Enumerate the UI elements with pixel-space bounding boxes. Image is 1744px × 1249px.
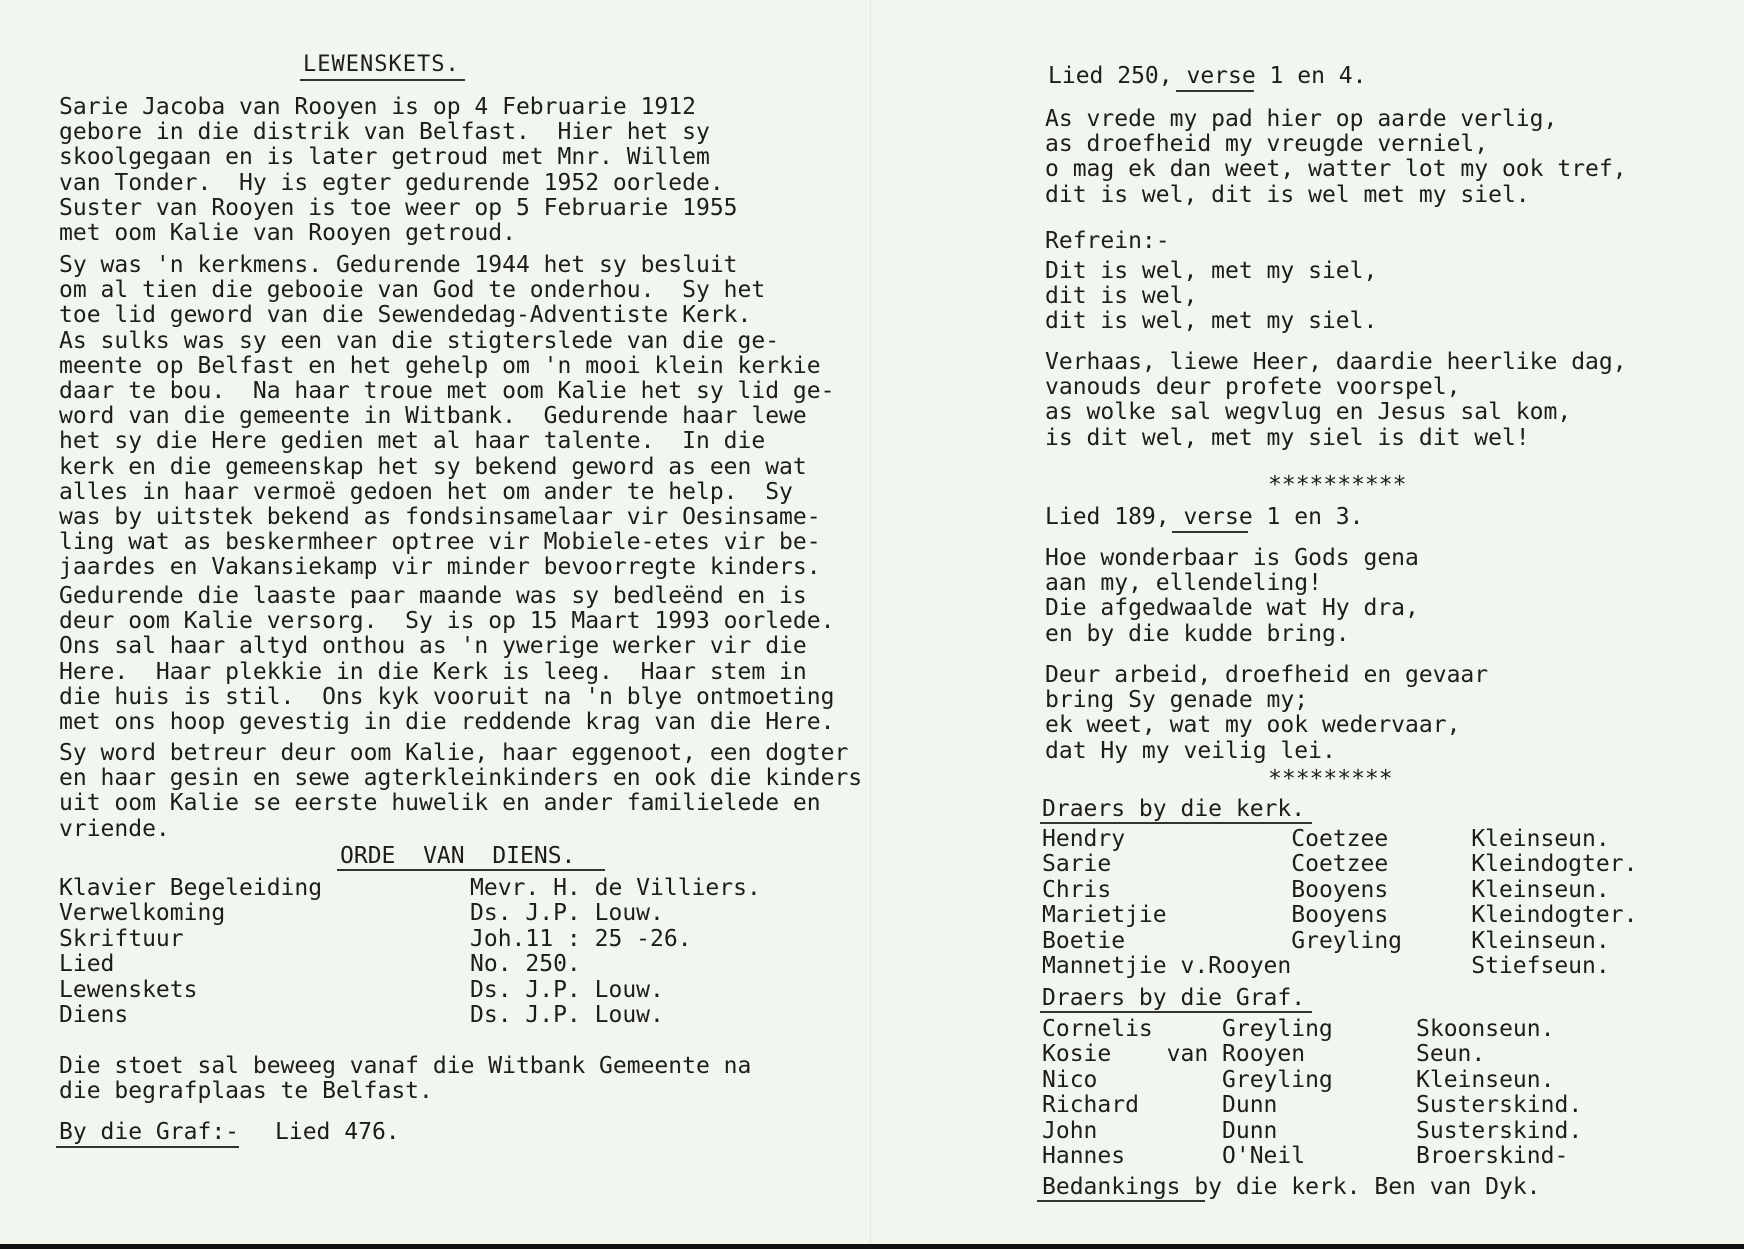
- text-line: Suster van Rooyen is toe weer op 5 Februarie 1955: [59, 194, 738, 221]
- thanks-underline: [1037, 1200, 1205, 1202]
- bearer-relation: Kleindogter.: [1471, 902, 1638, 929]
- text-line: Deur arbeid, droefheid en gevaar: [1045, 662, 1489, 688]
- bearer-last: Rooyen: [1222, 1041, 1306, 1068]
- order-value: Ds. J.P. Louw.: [470, 1002, 664, 1029]
- bearer-relation: Susterskind.: [1416, 1117, 1583, 1144]
- procession-note: [59, 1054, 939, 1104]
- text-line: vanouds deur profete voorspel,: [1045, 374, 1461, 401]
- order-item: Klavier Begeleiding: [59, 875, 323, 901]
- order-row: [59, 952, 761, 977]
- text-line: het sy die Here gedien met al haar talente. In die: [59, 428, 766, 455]
- thanks-label: Bedankings: [1042, 1174, 1181, 1200]
- order-value: No. 250.: [470, 951, 581, 978]
- bearer-row: [1042, 852, 1637, 877]
- song-250-underline: [1176, 90, 1254, 92]
- text-line: as wolke sal wegvlug en Jesus sal kom,: [1045, 399, 1572, 426]
- bearer-relation: Kleinseun.: [1471, 927, 1610, 954]
- bearer-relation: Susterskind.: [1416, 1092, 1583, 1119]
- bearer-first: Nico: [1042, 1066, 1098, 1093]
- order-row: [59, 927, 761, 952]
- text-line: met oom Kalie van Rooyen getroud.: [59, 219, 516, 246]
- text-line: ek weet, wat my ook wedervaar,: [1045, 712, 1461, 739]
- text-line: deur oom Kalie versorg. Sy is op 15 Maart 1993 oorlede.: [59, 608, 835, 635]
- order-of-service-table: [59, 876, 761, 1028]
- text-line: meente op Belfast en het gehelp om 'n mooi klein kerkie: [59, 352, 821, 379]
- text-line: toe lid geword van die Sewendedag-Adventiste Kerk.: [59, 302, 752, 329]
- bearer-row: [1042, 903, 1637, 928]
- order-row: [59, 876, 761, 901]
- text-line: Gedurende die laaste paar maande was sy bedleënd en is: [59, 583, 807, 609]
- bearer-last: Coetzee: [1291, 851, 1389, 878]
- grave-underline: [56, 1146, 239, 1148]
- text-line: Verhaas, liewe Heer, daardie heerlike dag,: [1045, 349, 1627, 375]
- text-line: o mag ek dan weet, watter lot my ook tref,: [1045, 156, 1627, 183]
- bearer-last: Coetzee: [1291, 826, 1389, 852]
- text-line: en haar gesin en sewe agterkleinkinders en ook die kinders: [59, 765, 863, 792]
- text-line: word van die gemeente in Witbank. Gedurende haar lewe: [59, 403, 807, 430]
- text-line: aan my, ellendeling!: [1045, 570, 1322, 597]
- bearer-relation: Kleinseun.: [1416, 1066, 1555, 1093]
- bearer-row: [1042, 878, 1637, 903]
- bearer-first: Cornelis: [1042, 1016, 1153, 1042]
- bearer-first: Marietjie: [1042, 902, 1167, 929]
- song-189-verse-3: [1045, 663, 1744, 764]
- bearer-relation: Kleindogter.: [1471, 851, 1638, 878]
- bearer-row: [1042, 1093, 1582, 1118]
- page-title: LEWENSKETS.: [303, 52, 460, 77]
- text-line: Die stoet sal beweeg vanaf die Witbank Gemeente na: [59, 1053, 752, 1079]
- bearer-last: Greyling: [1222, 1016, 1333, 1042]
- text-line: dit is wel, met my siel.: [1045, 308, 1378, 335]
- grave-line: [59, 1119, 400, 1145]
- order-item: Verwelkoming: [59, 900, 226, 927]
- bearer-row: [1042, 827, 1637, 852]
- thanks-line: [1042, 1174, 1541, 1200]
- order-of-service-title: ORDE VAN DIENS.: [340, 843, 576, 869]
- order-value: Mevr. H. de Villiers.: [470, 875, 761, 901]
- order-title-underline: [337, 869, 605, 871]
- text-line: dit is wel,: [1045, 283, 1198, 310]
- bearer-last: O'Neil: [1222, 1143, 1306, 1170]
- text-line: van Tonder. Hy is egter gedurende 1952 oorlede.: [59, 169, 724, 196]
- biography-paragraph-2: [59, 253, 939, 580]
- bearer-first: Mannetjie v.Rooyen: [1042, 953, 1292, 980]
- text-line: Sarie Jacoba van Rooyen is op 4 Februarie 1912: [59, 94, 696, 120]
- bearer-first: Chris: [1042, 876, 1112, 903]
- order-item: Lied: [59, 951, 115, 978]
- text-line: uit oom Kalie se eerste huwelik en ander familielede en: [59, 790, 821, 817]
- biography-paragraph-1: [59, 95, 939, 246]
- bearer-first: Richard: [1042, 1092, 1139, 1119]
- bearers-grave-underline: [1040, 1011, 1312, 1013]
- thanks-text: by die kerk. Ben van Dyk.: [1180, 1174, 1541, 1200]
- text-line: is dit wel, met my siel is dit wel!: [1045, 424, 1530, 451]
- order-item: Lewenskets: [59, 976, 198, 1003]
- text-line: ling wat as beskermheer optree vir Mobiele-etes vir be-: [59, 529, 821, 556]
- bearers-grave-title: Draers by die Graf.: [1042, 985, 1306, 1011]
- bearer-row: [1042, 1144, 1582, 1169]
- order-value: Joh.11 : 25 -26.: [470, 925, 692, 952]
- bearer-last: Dunn: [1222, 1092, 1278, 1119]
- bearers-church-underline: [1040, 822, 1312, 824]
- biography-paragraph-4: [59, 741, 939, 842]
- text-line: en by die kudde bring.: [1045, 620, 1350, 647]
- text-line: skoolgegaan en is later getroud met Mnr. Willem: [59, 144, 710, 171]
- text-line: die huis is stil. Ons kyk vooruit na 'n blye ontmoeting: [59, 683, 835, 710]
- bearer-first: Kosie van: [1042, 1041, 1209, 1068]
- text-line: jaardes en Vakansiekamp vir minder bevoorregte kinders.: [59, 554, 821, 581]
- bearer-row: [1042, 929, 1637, 954]
- text-line: Here. Haar plekkie in die Kerk is leeg. Haar stem in: [59, 658, 807, 685]
- separator-2: *********: [1268, 766, 1393, 792]
- text-line: om al tien die gebooie van God te onderhou. Sy het: [59, 277, 766, 304]
- bearer-last: Greyling: [1222, 1066, 1333, 1093]
- order-row: [59, 1003, 761, 1028]
- grave-label: By die Graf:-: [59, 1119, 240, 1145]
- bearer-first: John: [1042, 1117, 1098, 1144]
- text-line: Dit is wel, met my siel,: [1045, 258, 1378, 284]
- text-line: Ons sal haar altyd onthou as 'n ywerige werker vir die: [59, 633, 807, 660]
- text-line: die begrafplaas te Belfast.: [59, 1078, 433, 1105]
- bearer-last: Greyling: [1291, 927, 1403, 954]
- title-underline: [300, 79, 465, 81]
- order-item: Skriftuur: [59, 925, 184, 952]
- text-line: As sulks was sy een van die stigterslede van die ge-: [59, 327, 780, 354]
- bearer-row: [1042, 1042, 1582, 1067]
- left-page: [0, 0, 870, 1249]
- text-line: As vrede my pad hier op aarde verlig,: [1045, 106, 1558, 132]
- song-250-verse-4: [1045, 350, 1744, 451]
- order-value: Ds. J.P. Louw.: [470, 900, 664, 927]
- bearer-first: Boetie: [1042, 927, 1126, 954]
- text-line: as droefheid my vreugde verniel,: [1045, 131, 1489, 158]
- text-line: daar te bou. Na haar troue met oom Kalie het sy lid ge-: [59, 377, 835, 404]
- grave-song: Lied 476.: [275, 1119, 400, 1145]
- song-250-verse-1: [1045, 107, 1744, 208]
- text-line: met ons hoop gevestig in die reddende krag van die Here.: [59, 708, 835, 735]
- refrain-lines: [1045, 259, 1744, 335]
- song-189-title: Lied 189, verse 1 en 3.: [1045, 504, 1364, 530]
- text-line: bring Sy genade my;: [1045, 687, 1309, 714]
- bearer-relation: Stiefseun.: [1471, 953, 1610, 980]
- song-189-underline: [1172, 531, 1248, 533]
- scan-bottom-edge: [0, 1244, 1744, 1249]
- bearer-last: Booyens: [1291, 902, 1389, 929]
- bearers-church-table: [1042, 827, 1637, 979]
- bearer-first: Sarie: [1042, 851, 1112, 878]
- biography-paragraph-3: [59, 584, 939, 735]
- bearer-relation: Seun.: [1416, 1041, 1486, 1068]
- text-line: vriende.: [59, 815, 170, 842]
- text-line: Hoe wonderbaar is Gods gena: [1045, 545, 1419, 571]
- text-line: Die afgedwaalde wat Hy dra,: [1045, 595, 1419, 622]
- bearer-first: Hannes: [1042, 1143, 1126, 1170]
- bearers-church-title: Draers by die kerk.: [1042, 796, 1306, 822]
- bearer-first: Hendry: [1042, 826, 1126, 852]
- text-line: was by uitstek bekend as fondsinsamelaar vir Oesinsame-: [59, 503, 821, 530]
- text-line: kerk en die gemeenskap het sy bekend geword as een wat: [59, 453, 807, 480]
- bearer-last: [1291, 954, 1471, 979]
- bearer-relation: Broerskind-: [1416, 1143, 1569, 1170]
- bearer-row: [1042, 1068, 1582, 1093]
- bearer-row: [1042, 1119, 1582, 1144]
- bearer-relation: Kleinseun.: [1471, 826, 1610, 852]
- separator-1: **********: [1268, 472, 1407, 498]
- text-line: alles in haar vermoë gedoen het om ander te help. Sy: [59, 478, 793, 505]
- text-line: gebore in die distrik van Belfast. Hier het sy: [59, 119, 710, 146]
- order-row: [59, 901, 761, 926]
- refrain-label: Refrein:-: [1045, 228, 1170, 254]
- order-value: Ds. J.P. Louw.: [470, 976, 664, 1003]
- bearers-grave-table: [1042, 1017, 1582, 1169]
- bearer-last: Booyens: [1291, 876, 1389, 903]
- text-line: Sy was 'n kerkmens. Gedurende 1944 het sy besluit: [59, 252, 738, 278]
- song-189-verse-1: [1045, 546, 1744, 647]
- text-line: Sy word betreur deur oom Kalie, haar eggenoot, een dogter: [59, 740, 849, 766]
- order-item: Diens: [59, 1002, 129, 1029]
- bearer-last: Dunn: [1222, 1117, 1278, 1144]
- bearer-row: [1042, 954, 1637, 979]
- bearer-relation: Skoonseun.: [1416, 1016, 1555, 1042]
- order-row: [59, 978, 761, 1003]
- right-page: [870, 0, 1744, 1249]
- song-250-title: Lied 250, verse 1 en 4.: [1048, 63, 1367, 89]
- bearer-relation: Kleinseun.: [1471, 876, 1610, 903]
- text-line: dit is wel, dit is wel met my siel.: [1045, 181, 1530, 208]
- bearer-row: [1042, 1017, 1582, 1042]
- text-line: dat Hy my veilig lei.: [1045, 737, 1336, 764]
